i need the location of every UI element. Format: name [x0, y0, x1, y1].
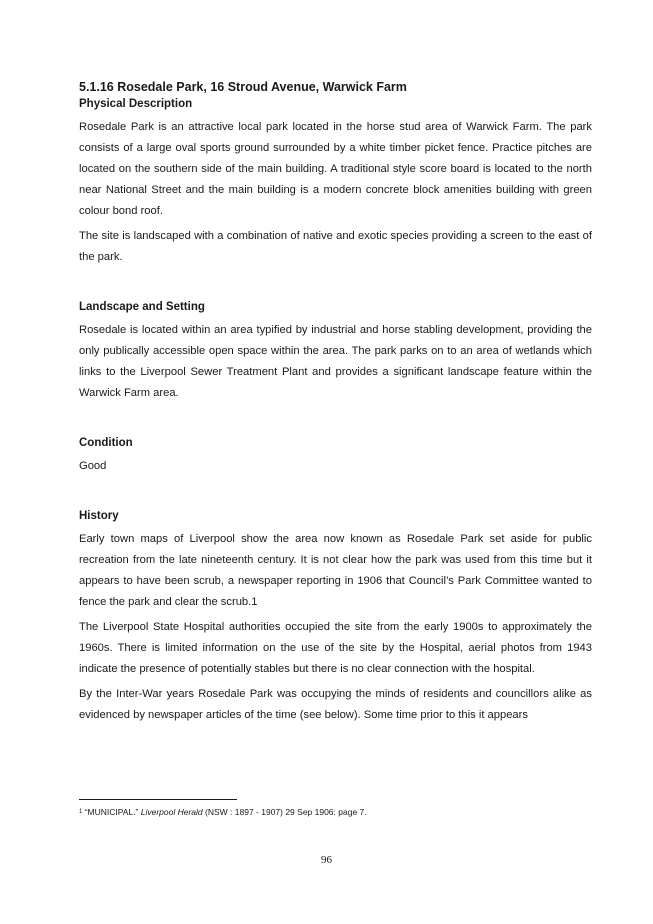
condition-value: Good — [79, 460, 107, 472]
history-heading: History — [79, 510, 119, 522]
landscape-setting-paragraph-1: Rosedale is located within an area typified by industrial and horse stabling development, providing the only publically accessible open space within the area. The park parks on to an area of wetlands which links to the Liverpool Sewer Treatment Plant and provides a significant landscape feature within the Warwick Farm area. — [79, 324, 592, 399]
condition-heading: Condition — [79, 437, 133, 449]
footnote-source: Liverpool Herald — [140, 807, 203, 817]
history-paragraph-2: The Liverpool State Hospital authorities occupied the site from the early 1900s to approximately the 1960s. There is limited information on the use of the site by the Hospital, aerial photos from 1943 indicate the presence of potentially stables but there is no clear connection with the hospital. — [79, 621, 592, 675]
page-number: 96 — [321, 854, 332, 866]
footnote-divider — [79, 799, 237, 800]
document-page — [79, 78, 592, 726]
history-paragraph-3: By the Inter-War years Rosedale Park was occupying the minds of residents and councillors alike as evidenced by newspaper articles of the time (see below). Some time prior to this it appears — [79, 688, 592, 721]
footnote-suffix: (NSW : 1897 - 1907) 29 Sep 1906: page 7. — [202, 807, 367, 817]
history-paragraph-1: Early town maps of Liverpool show the area now known as Rosedale Park set aside for public recreation from the late nineteenth century. It is not clear how the park was used from this time but it appears to have been scrub, a newspaper reporting in 1906 that Council’s Park Committee wanted to fence the park and clear the scrub.1 — [79, 533, 592, 608]
section-title: 5.1.16 Rosedale Park, 16 Stroud Avenue, Warwick Farm — [79, 80, 407, 94]
physical-description-heading: Physical Description — [79, 98, 193, 110]
physical-description-paragraph-1: Rosedale Park is an attractive local park located in the horse stud area of Warwick Farm. The park consists of a large oval sports ground surrounded by a white timber picket fence. Practice pitches are located on the southern side of the main building. A traditional style score board is located to the north near National Street and the main building is a modern concrete block amenities building with green colour bond roof. — [79, 121, 592, 217]
landscape-setting-heading: Landscape and Setting — [79, 301, 205, 313]
footnote — [79, 806, 592, 818]
footnote-marker: 1 — [79, 809, 83, 815]
footnote-prefix: “MUNICIPAL.” — [82, 807, 141, 817]
physical-description-paragraph-2: The site is landscaped with a combination of native and exotic species providing a screen to the east of the park. — [79, 230, 592, 263]
